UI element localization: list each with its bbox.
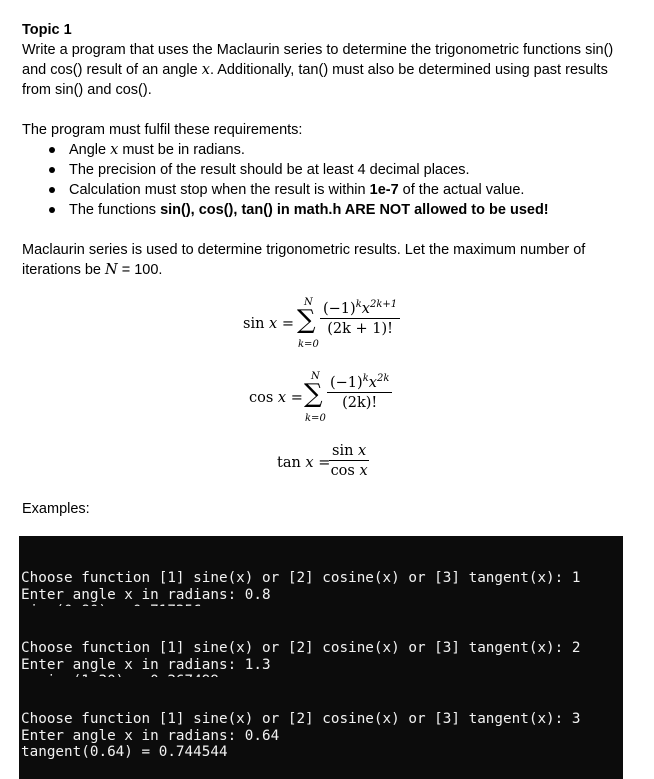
intro-text-2: . Additionally, tan() must also be determined using past results from sin() and cos(). xyxy=(22,62,608,98)
sin-lhs: sin x = xyxy=(243,316,294,332)
examples-label: Examples: xyxy=(22,501,90,517)
maclaurin-paragraph xyxy=(22,240,632,280)
requirement-item xyxy=(69,140,632,160)
sin-numerator: $(-1)^kx^{2k+1}$ xyxy=(320,301,400,319)
intro-text-1: Write a program that uses the Maclaurin series to determine the trigonometric functions sin() and cos() result of an angle xyxy=(22,42,614,78)
console-line: Enter angle x in radians: 0.8 xyxy=(21,586,271,603)
cos-denominator: (2k)! xyxy=(342,395,378,411)
intro-paragraph xyxy=(22,40,632,100)
console-line: Choose function [1] sine(x) or [2] cosine(x) or [3] tangent(x): 3 xyxy=(21,711,581,728)
req-text: must be in radians. xyxy=(118,142,245,158)
requirements-list xyxy=(22,140,632,220)
tan-numerator: sin x xyxy=(329,443,369,461)
maclaurin-text: Maclaurin series is used to determine trigonometric results. Let the maximum number of iterations be xyxy=(22,242,586,278)
cos-lower-limit: k=0 xyxy=(305,413,326,424)
cos-fraction xyxy=(327,375,392,411)
document-body xyxy=(22,20,632,280)
tan-fraction xyxy=(329,443,369,479)
requirement-item xyxy=(69,160,632,180)
tan-denominator: cos x xyxy=(330,463,368,479)
requirement-item xyxy=(69,200,632,220)
tan-lhs: tan x = xyxy=(277,455,331,471)
console-line: Choose function [1] sine(x) or [2] cosine(x) or [3] tangent(x): 1 xyxy=(21,570,581,587)
maclaurin-text: = 100. xyxy=(117,262,163,278)
sin-fraction xyxy=(320,301,400,337)
maclaurin-var-n: N xyxy=(105,262,118,278)
req-bold: sin(), cos(), tan() in math.h ARE NOT allowed to be used! xyxy=(160,202,549,218)
summation-icon: ∑ xyxy=(304,379,323,409)
console-line: Enter angle x in radians: 0.64 xyxy=(21,727,280,744)
req-text: The precision of the result should be at least 4 decimal places. xyxy=(69,162,470,178)
sin-upper-limit: N xyxy=(304,297,313,308)
console-line: Choose function [1] sine(x) or [2] cosine(x) or [3] tangent(x): 2 xyxy=(21,640,581,657)
summation-icon: ∑ xyxy=(297,305,316,335)
topic-heading: Topic 1 xyxy=(22,22,72,38)
console-line: Enter angle x in radians: 1.3 xyxy=(21,656,271,673)
req-var-x: x xyxy=(110,142,119,158)
req-text: Calculation must stop when the result is within xyxy=(69,182,370,198)
cos-upper-limit: N xyxy=(311,371,320,382)
req-bold: 1e-7 xyxy=(369,182,399,198)
cos-lhs: cos x = xyxy=(249,390,303,406)
console-output xyxy=(19,677,623,779)
requirement-item xyxy=(69,180,632,200)
intro-var-x: x xyxy=(201,62,210,78)
cos-numerator: $(-1)^kx^{2k}$ xyxy=(327,375,392,393)
req-text: The functions xyxy=(69,202,161,218)
sin-denominator: (2k + 1)! xyxy=(327,321,393,337)
requirements-intro: The program must fulfil these requirements: xyxy=(22,122,303,138)
req-text: of the actual value. xyxy=(398,182,525,198)
sin-lower-limit: k=0 xyxy=(298,339,319,350)
req-text: Angle xyxy=(69,142,111,158)
console-line: tangent(0.64) = 0.744544 xyxy=(21,744,228,761)
